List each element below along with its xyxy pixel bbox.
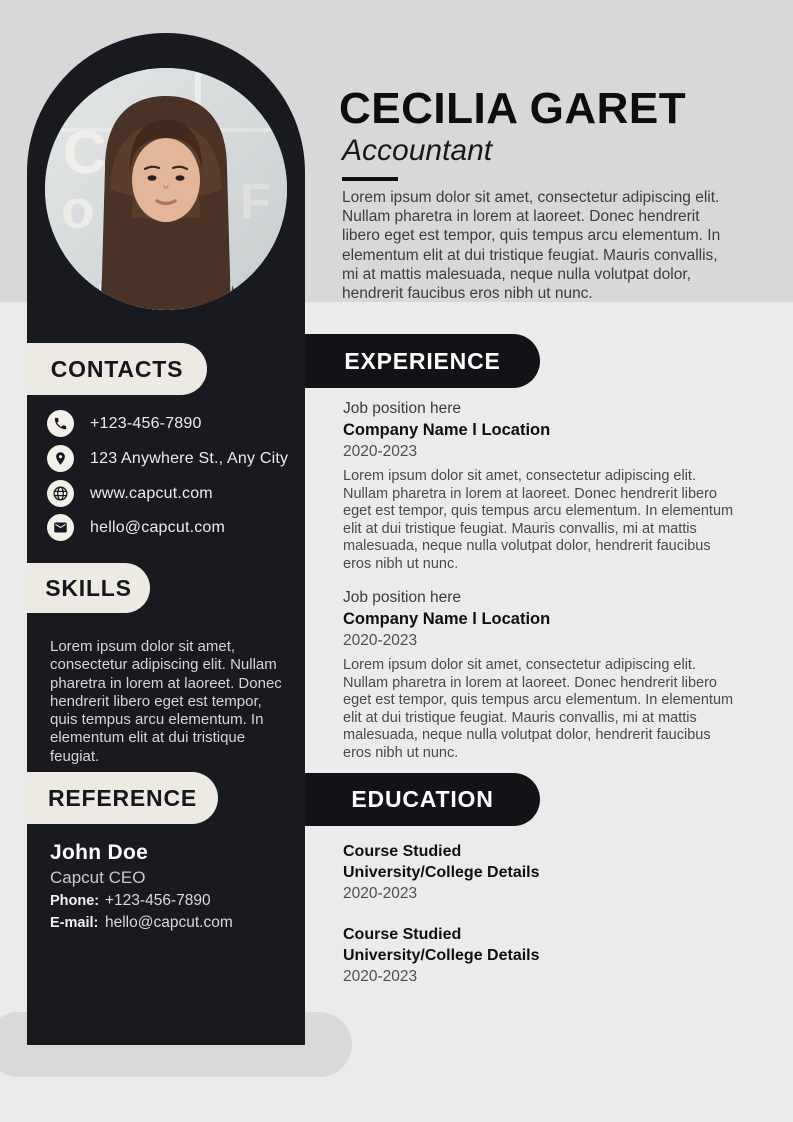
globe-icon <box>47 480 74 507</box>
svg-text:o: o <box>61 178 95 240</box>
contacts-heading: CONTACTS <box>50 355 184 382</box>
experience-company: Company Name l Location <box>343 610 551 628</box>
experience-entry <box>343 589 741 762</box>
experience-heading: EXPERIENCE <box>344 347 501 374</box>
reference-name: John Doe <box>50 841 149 864</box>
location-icon <box>47 445 74 472</box>
skills-heading: SKILLS <box>45 574 132 601</box>
phone-icon <box>47 410 74 437</box>
contact-row-email <box>47 514 297 541</box>
experience-position: Job position here <box>343 589 462 606</box>
reference-email-label: E-mail: <box>50 915 99 931</box>
contact-row-phone <box>47 410 297 437</box>
contact-address: 123 Anywhere St., Any City <box>90 449 289 467</box>
experience-heading-pill <box>305 334 540 388</box>
reference-heading-pill <box>27 772 218 824</box>
contact-row-website <box>47 480 297 507</box>
reference-role: Capcut CEO <box>50 868 146 887</box>
skills-text: Lorem ipsum dolor sit amet, consectetur adipiscing elit. Nullam pharetra in lorem at laoreet. Donec hendrerit libero eget est tempor, quis tempus arcu elementum. In elementum elit at dui tristique feugiat. <box>50 638 282 765</box>
reference-phone-value: +123-456-7890 <box>105 892 211 909</box>
reference-email-value[interactable]: hello@capcut.com <box>105 914 233 931</box>
education-school: University/College Details <box>343 864 540 881</box>
experience-dates: 2020-2023 <box>343 632 418 649</box>
contact-website[interactable]: www.capcut.com <box>90 484 213 502</box>
title-underline <box>342 177 398 181</box>
experience-position: Job position here <box>343 400 462 417</box>
education-heading-pill <box>305 773 540 826</box>
contact-email[interactable]: hello@capcut.com <box>90 518 226 536</box>
page-title: CECILIA GARET <box>339 84 687 133</box>
experience-company: Company Name l Location <box>343 421 551 439</box>
education-dates: 2020-2023 <box>343 968 418 985</box>
svg-text:C: C <box>63 119 107 186</box>
education-course: Course Studied <box>343 926 462 943</box>
education-dates: 2020-2023 <box>343 885 418 902</box>
job-title: Accountant <box>342 134 493 167</box>
education-entry <box>343 843 741 903</box>
email-icon <box>47 514 74 541</box>
profile-photo <box>45 68 287 310</box>
experience-description: Lorem ipsum dolor sit amet, consectetur adipiscing elit. Nullam pharetra in lorem at laoreet. Donec hendrerit libero eget est tempor, quis tempus arcu elementum. In elementum elit at dui tristique feugiat. Mauris convallis, mi at mattis malesuada, neque nulla volutpat dolor, hendrerit faucibus eros nibh ut nunc. <box>343 657 734 761</box>
education-entry <box>343 926 741 986</box>
reference-email-row <box>50 914 280 932</box>
profile-photo-illustration <box>45 68 287 310</box>
contact-phone: +123-456-7890 <box>90 414 202 432</box>
contacts-heading-pill <box>27 343 207 395</box>
experience-entry <box>343 400 741 573</box>
reference-phone-label: Phone: <box>50 893 100 909</box>
experience-description: Lorem ipsum dolor sit amet, consectetur adipiscing elit. Nullam pharetra in lorem at laoreet. Donec hendrerit libero eget est tempor, quis tempus arcu elementum. In elementum elit at dui tristique feugiat. Mauris convallis, mi at mattis malesuada, neque nulla volutpat dolor, hendrerit faucibus eros nibh ut nunc. <box>343 468 734 572</box>
education-heading: EDUCATION <box>351 786 494 812</box>
education-school: University/College Details <box>343 947 540 964</box>
reference-heading: REFERENCE <box>47 784 198 811</box>
education-course: Course Studied <box>343 843 462 860</box>
svg-text:F: F <box>240 173 271 229</box>
profile-summary: Lorem ipsum dolor sit amet, consectetur adipiscing elit. Nullam pharetra in lorem at laoreet. Donec hendrerit libero eget est tempor, quis tempus arcu elementum. In elementum elit at dui tristique feugiat. Mauris convallis, mi at mattis malesuada, neque nulla volutpat dolor, hendrerit faucibus eros nibh ut nunc. <box>342 189 721 303</box>
contact-row-address <box>47 445 297 472</box>
reference-phone-row <box>50 892 280 910</box>
experience-dates: 2020-2023 <box>343 443 418 460</box>
skills-heading-pill <box>27 563 150 613</box>
